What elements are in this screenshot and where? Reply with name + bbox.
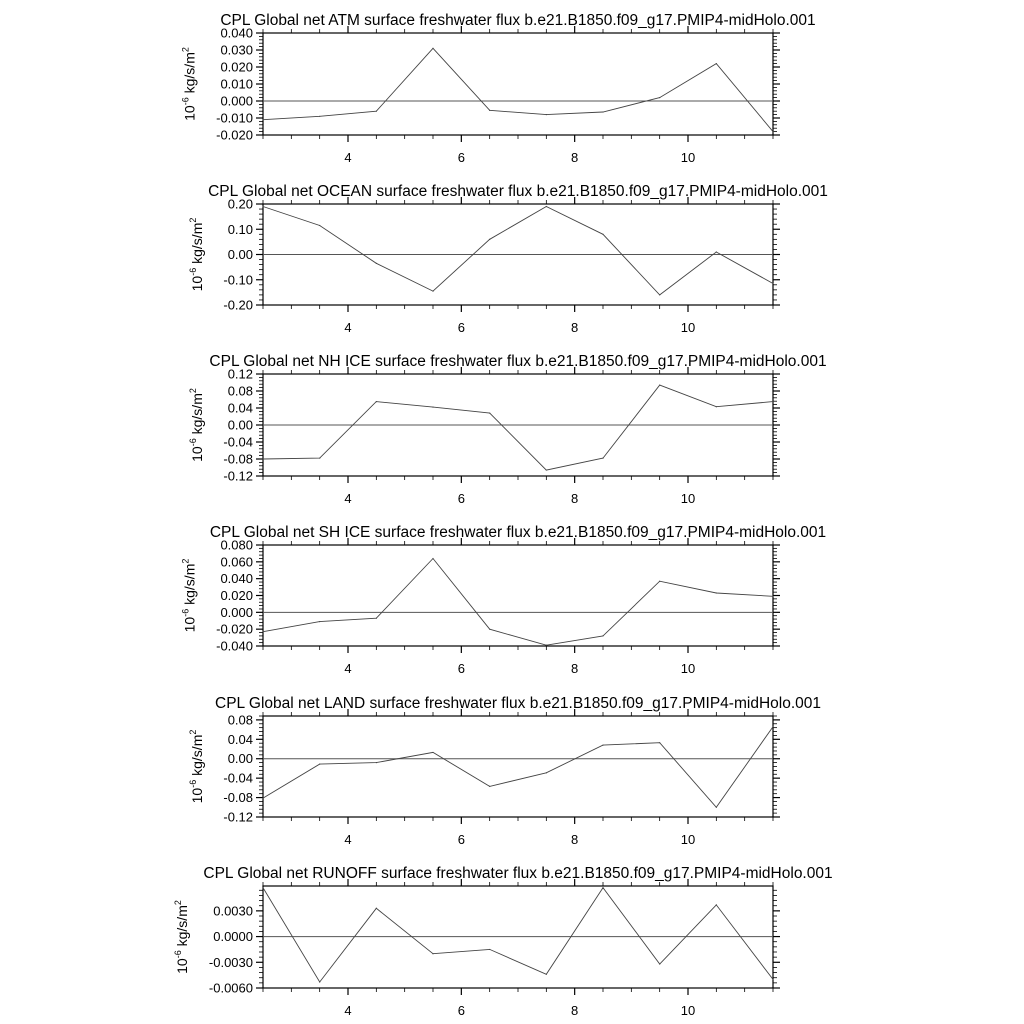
y-tick-label: 0.04 — [227, 400, 253, 416]
panel-title: CPL Global net RUNOFF surface freshwater flux b.e21.B1850.f09_g17.PMIP4-midHolo.001 — [203, 865, 833, 882]
data-point — [376, 263, 377, 264]
x-tick-label: 10 — [680, 491, 696, 506]
y-axis-label: $10^{-6}$ $kg/s/m^2$ — [188, 388, 205, 462]
data-point — [376, 618, 377, 619]
y-tick-label: 0.000 — [220, 93, 253, 109]
y-axis-ticks — [256, 33, 780, 135]
y-tick-label: -0.12 — [223, 468, 253, 484]
y-tick-label: 0.0000 — [213, 929, 253, 945]
x-tick-label: 8 — [571, 150, 579, 165]
data-point — [262, 458, 263, 459]
data-point — [772, 401, 773, 402]
panel-6 — [173, 865, 832, 1018]
x-tick-label: 6 — [457, 661, 465, 676]
x-tick-label: 8 — [571, 832, 579, 847]
x-tick-label: 4 — [344, 1003, 352, 1018]
panel-4 — [181, 524, 827, 676]
y-tick-label: 0.000 — [220, 604, 253, 620]
data-point — [432, 953, 433, 954]
data-point — [659, 294, 660, 295]
data-point — [376, 908, 377, 909]
y-axis-label: $10^{-6}$ $kg/s/m^2$ — [188, 217, 205, 292]
panel-2 — [188, 183, 828, 335]
plot-frame — [263, 716, 773, 817]
panel-title: CPL Global net LAND surface freshwater flux b.e21.B1850.f09_g17.PMIP4-midHolo.001 — [215, 695, 821, 712]
y-tick-label: -0.0060 — [208, 980, 253, 996]
data-point — [772, 596, 773, 597]
x-tick-label: 8 — [571, 320, 579, 335]
panel-title: CPL Global net ATM surface freshwater flux b.e21.B1850.f09_g17.PMIP4-midHolo.001 — [220, 12, 816, 29]
series-line — [263, 559, 773, 646]
data-point — [432, 558, 433, 559]
data-point — [376, 111, 377, 112]
y-tick-label: 0.10 — [227, 221, 253, 237]
data-point — [376, 401, 377, 402]
x-tick-label: 6 — [457, 491, 465, 506]
data-point — [319, 116, 320, 117]
data-point — [716, 904, 717, 905]
data-point — [489, 110, 490, 111]
y-tick-label: 0.04 — [227, 731, 253, 747]
x-tick-label: 4 — [344, 320, 352, 335]
x-tick-label: 6 — [457, 320, 465, 335]
data-point — [319, 225, 320, 226]
y-tick-label: -0.010 — [216, 110, 253, 126]
panel-title: CPL Global net NH ICE surface freshwater flux b.e21.B1850.f09_g17.PMIP4-midHolo.001 — [209, 353, 827, 370]
y-tick-label: 0.00 — [227, 417, 253, 433]
data-point — [659, 742, 660, 743]
x-tick-label: 10 — [680, 661, 696, 676]
y-tick-label: -0.04 — [223, 770, 253, 786]
x-axis-ticks — [263, 709, 773, 824]
panel-3 — [188, 353, 827, 506]
y-axis-label: $10^{-6}$ $kg/s/m^2$ — [173, 900, 191, 974]
data-point — [602, 745, 603, 746]
y-tick-label: 0.12 — [227, 366, 253, 382]
data-point — [772, 726, 773, 727]
y-tick-label: 0.020 — [220, 59, 253, 75]
y-tick-label: -0.08 — [223, 451, 253, 467]
data-point — [716, 406, 717, 407]
data-point — [432, 291, 433, 292]
y-tick-label: 0.00 — [227, 751, 253, 767]
series-line — [263, 48, 773, 131]
y-tick-label: -0.12 — [223, 809, 253, 825]
y-tick-label: 0.00 — [227, 247, 253, 262]
y-tick-label: 0.080 — [220, 537, 253, 553]
series-line — [263, 727, 773, 808]
data-point — [489, 413, 490, 414]
x-tick-label: 6 — [457, 832, 465, 847]
data-point — [432, 407, 433, 408]
y-tick-label: 0.010 — [220, 76, 253, 92]
data-point — [319, 458, 320, 459]
y-tick-label: 0.040 — [220, 571, 253, 587]
x-axis-ticks — [263, 538, 773, 653]
data-point — [602, 887, 603, 888]
x-tick-label: 10 — [680, 320, 696, 335]
panel-title: CPL Global net OCEAN surface freshwater flux b.e21.B1850.f09_g17.PMIP4-midHolo.001 — [208, 183, 828, 200]
y-tick-label: -0.020 — [216, 127, 253, 143]
data-point — [432, 48, 433, 49]
y-tick-label: 0.08 — [227, 383, 253, 399]
data-point — [262, 887, 263, 888]
data-point — [602, 635, 603, 636]
data-point — [319, 981, 320, 982]
x-tick-label: 4 — [344, 661, 352, 676]
data-point — [319, 763, 320, 764]
data-point — [659, 384, 660, 385]
y-axis-ticks — [256, 716, 780, 817]
panel-5 — [188, 695, 821, 847]
data-point — [659, 97, 660, 98]
y-tick-label: -0.08 — [223, 790, 253, 806]
panel-title: CPL Global net SH ICE surface freshwater flux b.e21.B1850.f09_g17.PMIP4-midHolo.001 — [209, 524, 827, 541]
data-point — [772, 131, 773, 132]
y-axis-label: $10^{-6}$ $kg/s/m^2$ — [188, 729, 205, 804]
x-tick-label: 10 — [680, 1003, 696, 1018]
x-tick-label: 6 — [457, 150, 465, 165]
y-tick-label: -0.040 — [216, 638, 253, 654]
y-tick-label: 0.08 — [227, 712, 253, 728]
data-point — [546, 469, 547, 470]
data-point — [546, 772, 547, 773]
x-tick-label: 8 — [571, 661, 579, 676]
data-point — [489, 239, 490, 240]
y-tick-label: -0.10 — [223, 272, 253, 288]
x-tick-label: 8 — [571, 1003, 579, 1018]
y-tick-label: -0.0030 — [208, 954, 253, 970]
y-axis-ticks — [256, 545, 780, 646]
y-tick-label: 0.0030 — [213, 903, 253, 919]
data-point — [432, 752, 433, 753]
data-point — [716, 251, 717, 252]
x-tick-label: 4 — [344, 150, 352, 165]
y-tick-label: 0.030 — [220, 42, 253, 58]
data-point — [262, 797, 263, 798]
data-point — [602, 234, 603, 235]
data-point — [716, 63, 717, 64]
x-tick-label: 4 — [344, 491, 352, 506]
data-point — [602, 111, 603, 112]
y-axis-ticks — [256, 890, 780, 988]
panel-1 — [181, 12, 816, 165]
data-point — [546, 206, 547, 207]
data-point — [262, 206, 263, 207]
y-tick-label: -0.04 — [223, 434, 253, 450]
x-axis-ticks — [263, 26, 773, 142]
y-tick-label: 0.020 — [220, 588, 253, 603]
x-tick-label: 10 — [680, 150, 696, 165]
data-point — [262, 631, 263, 632]
plot-frame — [263, 545, 773, 646]
y-tick-label: 0.060 — [220, 554, 253, 570]
y-tick-label: -0.020 — [216, 621, 253, 637]
data-point — [659, 581, 660, 582]
series-line — [263, 207, 773, 295]
data-point — [546, 974, 547, 975]
data-point — [716, 807, 717, 808]
y-axis-label: $10^{-6}$ $kg/s/m^2$ — [180, 47, 198, 121]
plot-frame — [263, 33, 773, 135]
y-tick-label: 0.040 — [220, 25, 253, 41]
data-point — [772, 979, 773, 980]
y-tick-label: -0.20 — [223, 297, 253, 313]
data-point — [546, 645, 547, 646]
x-tick-label: 4 — [344, 832, 352, 847]
data-point — [546, 114, 547, 115]
data-point — [772, 283, 773, 284]
data-point — [489, 629, 490, 630]
data-point — [489, 786, 490, 787]
series-line — [263, 888, 773, 982]
x-tick-label: 10 — [680, 832, 696, 847]
x-tick-label: 6 — [457, 1003, 465, 1018]
data-point — [262, 119, 263, 120]
series-line — [263, 385, 773, 470]
y-axis-label: $10^{-6}$ $kg/s/m^2$ — [180, 558, 198, 633]
data-point — [602, 458, 603, 459]
y-tick-label: 0.20 — [227, 196, 253, 212]
x-tick-label: 8 — [571, 491, 579, 506]
data-point — [319, 621, 320, 622]
data-point — [659, 963, 660, 964]
data-point — [376, 762, 377, 763]
data-point — [716, 592, 717, 593]
data-point — [489, 949, 490, 950]
